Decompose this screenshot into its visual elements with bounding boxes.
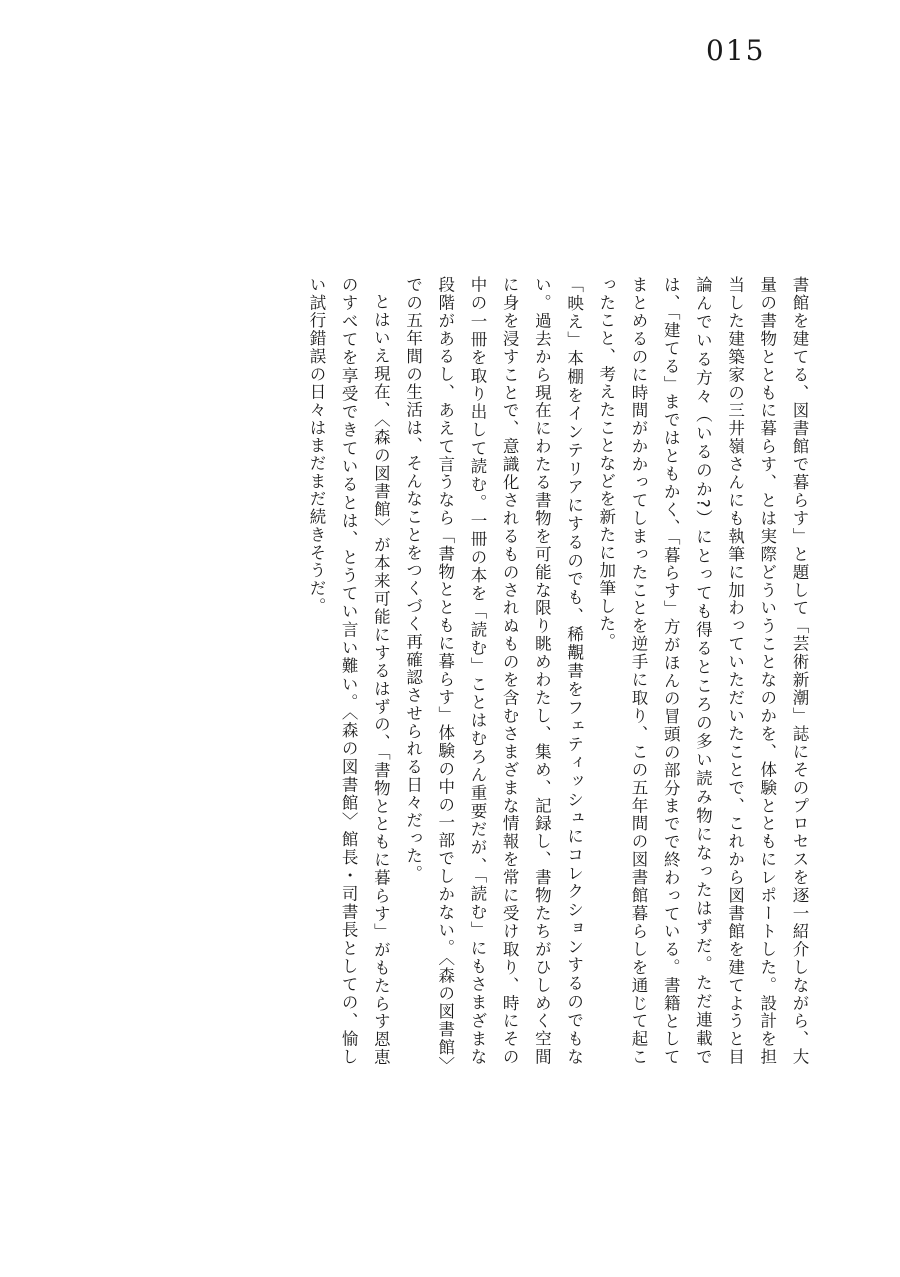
paragraph: 「映え」本棚をインテリアにするのでも、稀覯書をフェティッシュにコレクションするのでもない。過去から現在にわたる書物を可能な限り眺めわたし、集め、記録し、書物たちがひしめく空間に身を浸すことで、意識化されるものされぬものを含むさまざまな情報を常に受け取り、時にその中の一冊を取り出して読む。一冊の本を「読む」ことはむろん重要だが、「読む」にもさまざまな段階があるし、あえて言うなら「書物とともに暮らす」体験の中の一部でしかない。〈森の図書館〉での五年間の生活は、そんなことをつくづく再確認させられる日々だった。: [403, 276, 584, 1066]
paragraph: とはいえ現在、〈森の図書館〉が本来可能にするはずの、「書物とともに暮らす」がもたらす恩恵のすべてを享受できているとは、とうてい言い難い。〈森の図書館〉館長・司書長としての、愉しい試行錯誤の日々はまだまだ続きそうだ。: [306, 276, 391, 1066]
paragraph: 書館を建てる、図書館で暮らす」と題して「芸術新潮」誌にそのプロセスを逐一紹介しながら、大量の書物とともに暮らす、とは実際どういうことなのかを、体験とともにレポートした。設計を担当した建築家の三井嶺さんにも執筆に加わっていただいたことで、これから図書館を建てようと目論んでいる方々（いるのか?）にとっても得るところの多い読み物になったはずだ。ただ連載では、「建てる」まではともかく、「暮らす」方がほんの冒頭の部分までで終わっている。書籍としてまとめるのに時間がかかってしまったことを逆手に取り、この五年間の図書館暮らしを通じて起こったこと、考えたことなどを新たに加筆した。: [596, 276, 809, 1066]
body-text: [300, 276, 815, 1066]
page-number: 015: [706, 34, 766, 67]
